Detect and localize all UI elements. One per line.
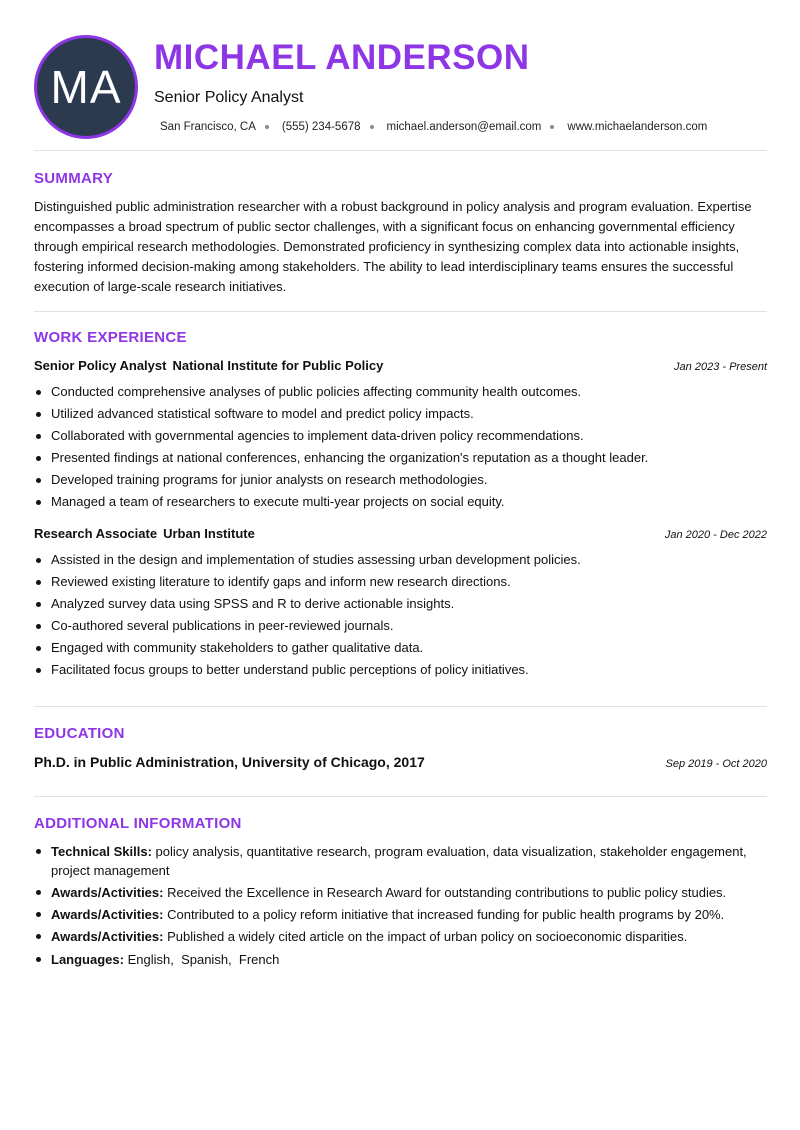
info-text: Published a widely cited article on the impact of urban policy on socioeconomic disparities. [167, 929, 688, 944]
list-item: Engaged with community stakeholders to gather qualitative data. [51, 637, 767, 659]
separator-dot [265, 125, 269, 129]
list-item: Reviewed existing literature to identify gaps and inform new research directions. [51, 571, 767, 593]
list-item [51, 950, 767, 969]
info-text: policy analysis, quantitative research, program evaluation, data visualization, stakeholder engagement, project management [51, 844, 747, 878]
contact-phone: (555) 234-5678 [281, 121, 361, 133]
job-role: Senior Policy Analyst [34, 358, 167, 373]
info-label: Languages: [51, 952, 124, 967]
job-bullets [51, 381, 767, 513]
candidate-title: Senior Policy Analyst [154, 89, 304, 106]
info-text: Received the Excellence in Research Award for outstanding contributions to public policy studies. [167, 885, 727, 900]
list-item [51, 842, 767, 880]
info-text: English, Spanish, French [127, 952, 280, 967]
divider [34, 150, 767, 151]
work-experience-heading: WORK EXPERIENCE [34, 329, 187, 346]
info-text: Contributed to a policy reform initiative that increased funding for public health programs by 20%. [167, 907, 725, 922]
education-entry [34, 754, 767, 770]
job-organization: National Institute for Public Policy [172, 358, 384, 373]
separator-dot [370, 125, 374, 129]
contact-location: San Francisco, CA [160, 121, 256, 133]
divider [34, 706, 767, 707]
list-item: Managed a team of researchers to execute multi-year projects on social equity. [51, 491, 767, 513]
list-item: Developed training programs for junior analysts on research methodologies. [51, 469, 767, 491]
education-degree: Ph.D. in Public Administration, University of Chicago, 2017 [34, 754, 425, 770]
list-item [51, 927, 767, 946]
list-item [51, 883, 767, 902]
info-label: Awards/Activities: [51, 929, 164, 944]
avatar [34, 35, 138, 139]
list-item: Assisted in the design and implementation of studies assessing urban development policies. [51, 549, 767, 571]
additional-info-list [51, 842, 767, 972]
list-item: Collaborated with governmental agencies to implement data-driven policy recommendations. [51, 425, 767, 447]
list-item: Presented findings at national conferences, enhancing the organization's reputation as a thought leader. [51, 447, 767, 469]
job-role: Research Associate [34, 526, 158, 541]
list-item: Co-authored several publications in peer-reviewed journals. [51, 615, 767, 637]
avatar-initials: MA [50, 61, 122, 113]
info-label: Technical Skills: [51, 844, 152, 859]
separator-dot [550, 125, 554, 129]
info-label: Awards/Activities: [51, 885, 164, 900]
list-item [51, 905, 767, 924]
job-dates: Jan 2020 - Dec 2022 [664, 529, 767, 541]
job-title-org [34, 358, 383, 373]
summary-heading: SUMMARY [34, 170, 114, 187]
list-item: Analyzed survey data using SPSS and R to derive actionable insights. [51, 593, 767, 615]
job-header [34, 526, 767, 541]
divider [34, 311, 767, 312]
candidate-name: MICHAEL ANDERSON [154, 38, 530, 77]
job-title-org [34, 526, 255, 541]
contact-line [160, 121, 707, 133]
summary-text: Distinguished public administration researcher with a robust background in policy analysis and program evaluation. Expertise encompasses a broad spectrum of public sector challenges, with a significant focus on enhancing governmental efficiency through empirical research methodologies. Demonstrated proficiency in synthesizing complex data into actionable insights, fostering informed decision-making among stakeholders. The ability to lead interdisciplinary teams ensures the successful execution of large-scale research initiatives. [34, 199, 752, 294]
education-heading: EDUCATION [34, 725, 125, 742]
additional-info-heading: ADDITIONAL INFORMATION [34, 815, 242, 832]
list-item: Facilitated focus groups to better understand public perceptions of policy initiatives. [51, 659, 767, 681]
job-dates: Jan 2023 - Present [674, 361, 767, 373]
info-label: Awards/Activities: [51, 907, 164, 922]
contact-email[interactable]: michael.anderson@email.com [386, 121, 542, 133]
divider [34, 796, 767, 797]
job-organization: Urban Institute [163, 526, 255, 541]
contact-website[interactable]: www.michaelanderson.com [567, 121, 708, 133]
education-dates: Sep 2019 - Oct 2020 [665, 758, 767, 770]
job-header [34, 358, 767, 373]
list-item: Conducted comprehensive analyses of public policies affecting community health outcomes. [51, 381, 767, 403]
job-bullets [51, 549, 767, 681]
list-item: Utilized advanced statistical software to model and predict policy impacts. [51, 403, 767, 425]
